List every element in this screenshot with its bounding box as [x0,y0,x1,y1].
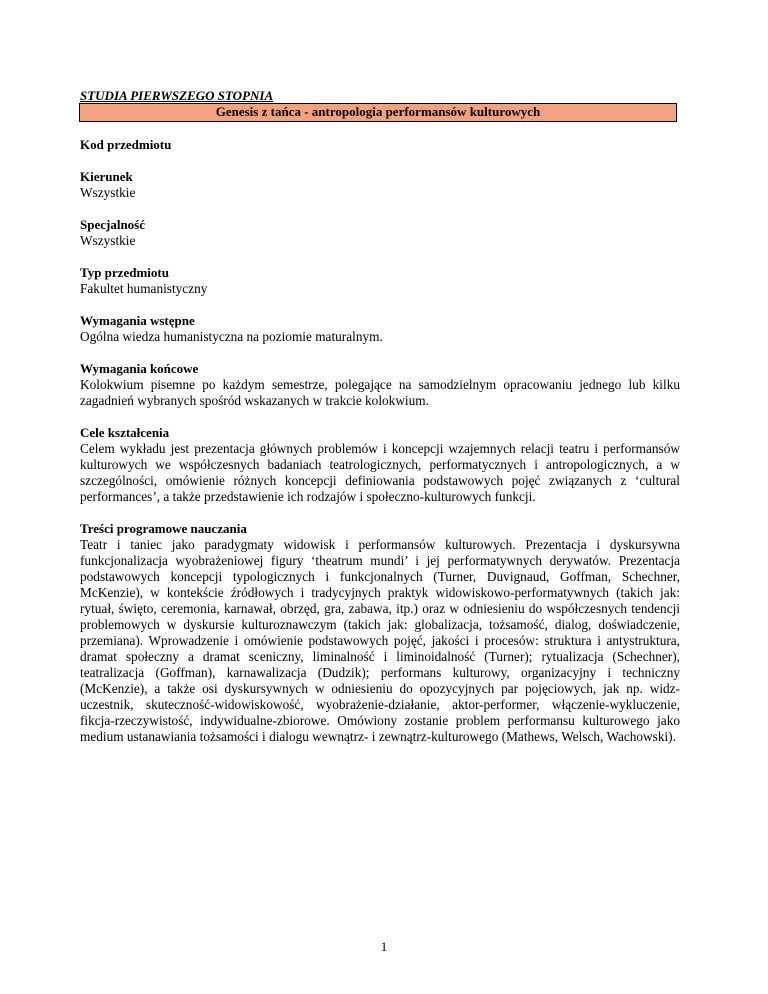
section-label: Cele kształcenia [80,425,170,440]
document-content [80,88,680,745]
section-label: Wymagania wstępne [80,313,195,328]
section-label: Specjalność [80,217,145,232]
section-specialty [80,217,680,249]
section-prerequisites [80,313,680,345]
section-course-type [80,265,680,297]
section-text: Ogólna wiedza humanistyczna na poziomie maturalnym. [80,329,383,344]
section-field-of-study [80,169,680,201]
section-label: Typ przedmiotu [80,265,169,280]
section-text: Wszystkie [80,233,136,248]
section-label: Kierunek [80,169,133,184]
section-text: Fakultet humanistyczny [80,281,208,296]
page-number: 1 [380,939,388,954]
section-label: Treści programowe nauczania [80,521,247,536]
section-text: Teatr i taniec jako paradygmaty widowisk i performansów kulturowych. Prezentacja i dyskursywna funkcjonalizacja wyobrażeniowej figury ‘theatrum mundi’ i jej performatywnych derywatów. Prezentacja podstawowych koncepcji typologicznych i funkcjonalnych (Turner, Duvignaud, Goffman, Schechner, McKenzie), w kontekście źródłowych i tradycyjnych praktyk widowiskowo-performatywnych (takich jak: rytuał, święto, ceremonia, karnawał, obrzęd, gra, zabawa, itp.) oraz w odniesieniu do współczesnych tendencji problemowych w dyskursie kulturoznawczym (takich jak: globalizacja, tożsamość, dialog, doświadczenie, przemiana). Wprowadzenie i omówienie podstawowych pojęć, jakości i procesów: struktura i antystruktura, dramat społeczny a dramat sceniczny, liminalność i liminoidalność (Turner); rytualizacja (Schechner), teatralizacja (Goffman), karnawalizacja (Dudzik); performans kulturowy, organizacyjny i techniczny (McKenzie), a także osi dyskursywnych w odniesieniu do opozycyjnych par pojęciowych, jak np. widz-uczestnik, skuteczność-widowiskowość, wyobrażenie-działanie, aktor-performer, włączenie-wykluczenie, fikcja-rzeczywistość, indywidualne-zbiorowe. Omówiony zostanie problem performansu kulturowego jako medium ustanawiania tożsamości i dialogu wewnątrz- i zewnątrz-kulturowego (Mathews, Welsch, Wachowski). [80,537,680,744]
section-program-content [80,521,680,745]
section-final-requirements [80,361,680,409]
section-text: Celem wykładu jest prezentacja głównych problemów i koncepcji wzajemnych relacji teatru i performansów kulturowych we współczesnych badaniach teatrologicznych, performatycznych i antropologicznych, a w szczególności, omówienie różnych koncepcji definiowania podstawowych pojęć związanych z ‘cultural performances’, a także przedstawienie ich rodzajów i społeczno-kulturowych funkcji. [80,441,680,504]
section-label: Kod przedmiotu [80,137,172,152]
section-text: Wszystkie [80,185,136,200]
section-learning-goals [80,425,680,505]
section-text: Kolokwium pisemne po każdym semestrze, polegające na samodzielnym opracowaniu jednego lub kilku zagadnień wybranych spośród wskazanych w trakcie kolokwium. [80,377,680,408]
section-label: Wymagania końcowe [80,361,199,376]
course-title-box: Genesis z tańca - antropologia performansów kulturowych [79,103,677,122]
section-course-code [80,137,680,153]
study-level-heading: STUDIA PIERWSZEGO STOPNIA [80,88,274,103]
